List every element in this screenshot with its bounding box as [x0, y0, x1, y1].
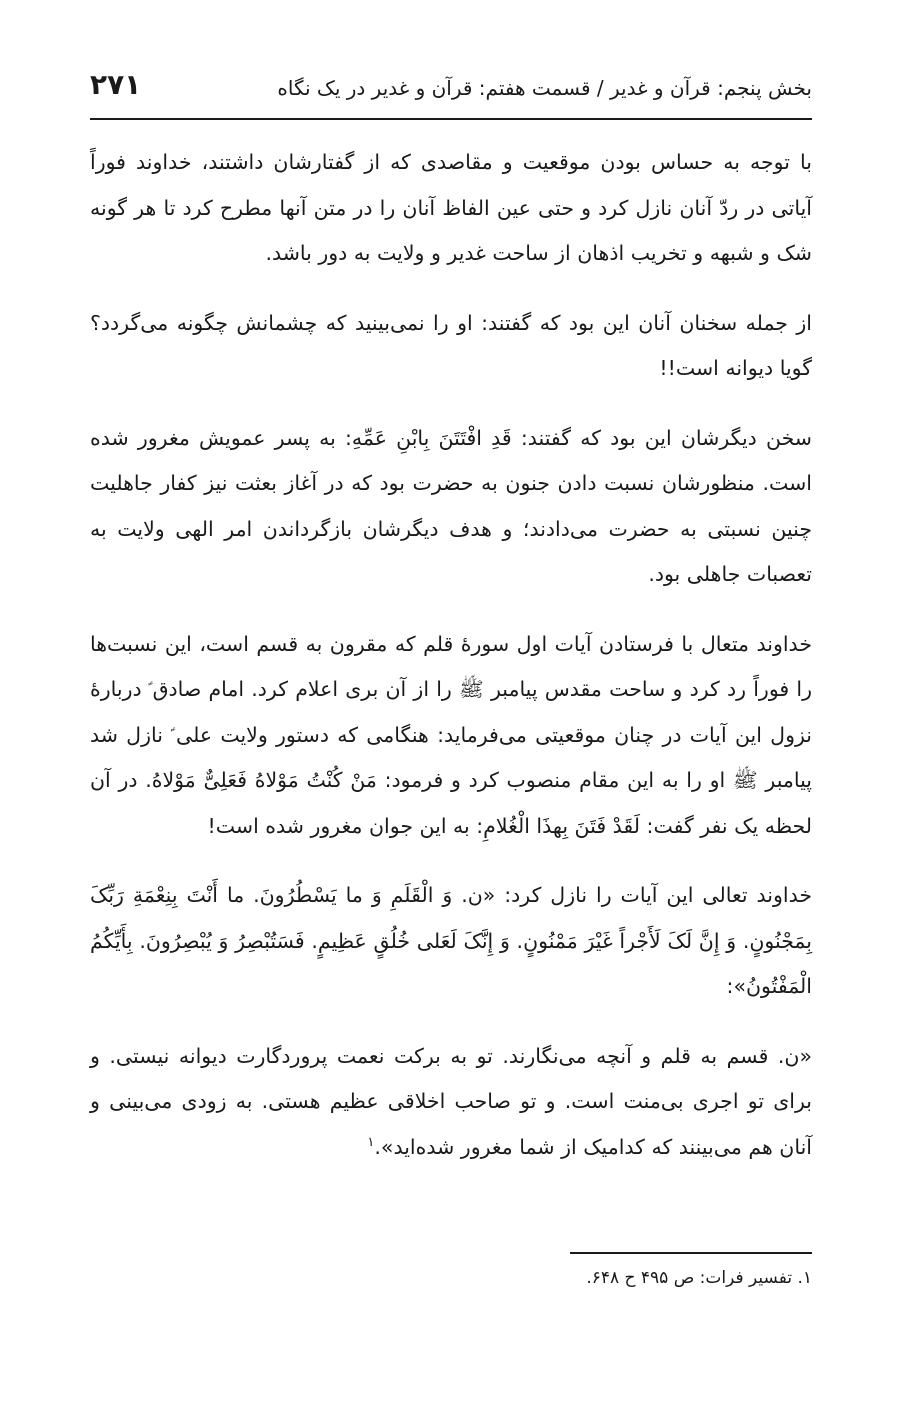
paragraph-1: با توجه به حساس بودن موقعیت و مقاصدی که از گفتارشان داشتند، خداوند فوراً آیاتی در ردّ آنان نازل کرد و حتی عین الفاظ آنان را در متن آنها مطرح کرد تا هر گونه شک و شبهه و تخریب اذهان از ساحت غدیر و ولایت به دور باشد.	[90, 150, 812, 265]
footnote: ۱. تفسیر فرات: ص ۴۹۵ ح ۶۴۸.	[586, 1268, 812, 1288]
running-title: بخش پنجم: قرآن و غدیر / قسمت هفتم: قرآن و غدیر در یک نگاه	[277, 76, 812, 100]
body-text	[90, 140, 812, 1194]
page-header	[90, 62, 812, 120]
paragraph-4: خداوند متعال با فرستادن آیات اول سورهٔ قلم که مقرون به قسم است، این نسبت‌ها را فوراً رد کرد و ساحت مقدس پیامبر ﷺ را از آن بری اعلام کرد. امام صادق ؑ دربارهٔ نزول این آیات در چنان موقعیتی می‌فرماید: هنگامی که دستور ولایت علی ؑ نازل شد پیامبر ﷺ او را به این مقام منصوب کرد و فرمود: مَنْ کُنْتُ مَوْلاهُ فَعَلِیٌّ مَوْلاهُ. در آن لحظه یک نفر گفت: لَقَدْ فَتَنَ بِهذَا الْغُلامِ: به این جوان مغرور شده است!	[90, 631, 812, 838]
footnote-marker: ۱	[367, 1134, 375, 1150]
translation-text: «ن. قسم به قلم و آنچه می‌نگارند. تو به برکت نعمت پروردگارت دیوانه نیستی. و برای تو اجری بی‌منت است. و تو صاحب اخلاقی عظیم هستی. به زودی می‌بینی و آنان هم می‌بینند که کدامیک از شما مغرور شده‌اید».	[90, 1043, 812, 1159]
paragraph-quran-verses: خداوند تعالی این آیات را نازل کرد: «ن. وَ الْقَلَمِ وَ ما یَسْطُرُونَ. ما أَنْتَ بِنِعْمَةِ رَبِّکَ بِمَجْنُونٍ. وَ إِنَّ لَکَ لَأَجْراً غَیْرَ مَمْنُونٍ. وَ إِنَّکَ لَعَلی خُلُقٍ عَظِیمٍ. فَسَتُبْصِرُ وَ یُبْصِرُونَ. بِأَیِّکُمُ الْمَفْتُونُ»:	[90, 883, 812, 998]
paragraph-translation	[90, 1034, 812, 1171]
paragraph-3: سخن دیگرشان این بود که گفتند: قَدِ افْتَتَنَ بِابْنِ عَمِّهِ: به پسر عمویش مغرور شده است. منظورشان نسبت دادن جنون به حضرت بود که در آغاز بعثت نیز کفار جاهلیت چنین نسبتی به حضرت می‌دادند؛ و هدف دیگرشان بازگرداندن امر الهی ولایت به تعصبات جاهلی بود.	[90, 425, 812, 586]
footnote-divider	[570, 1252, 812, 1254]
paragraph-2: از جمله سخنان آنان این بود که گفتند: او را نمی‌بینید که چشمانش چگونه می‌گردد؟ گویا دیوانه است!!	[90, 310, 812, 380]
page-number: ۲۷۱	[90, 68, 142, 101]
